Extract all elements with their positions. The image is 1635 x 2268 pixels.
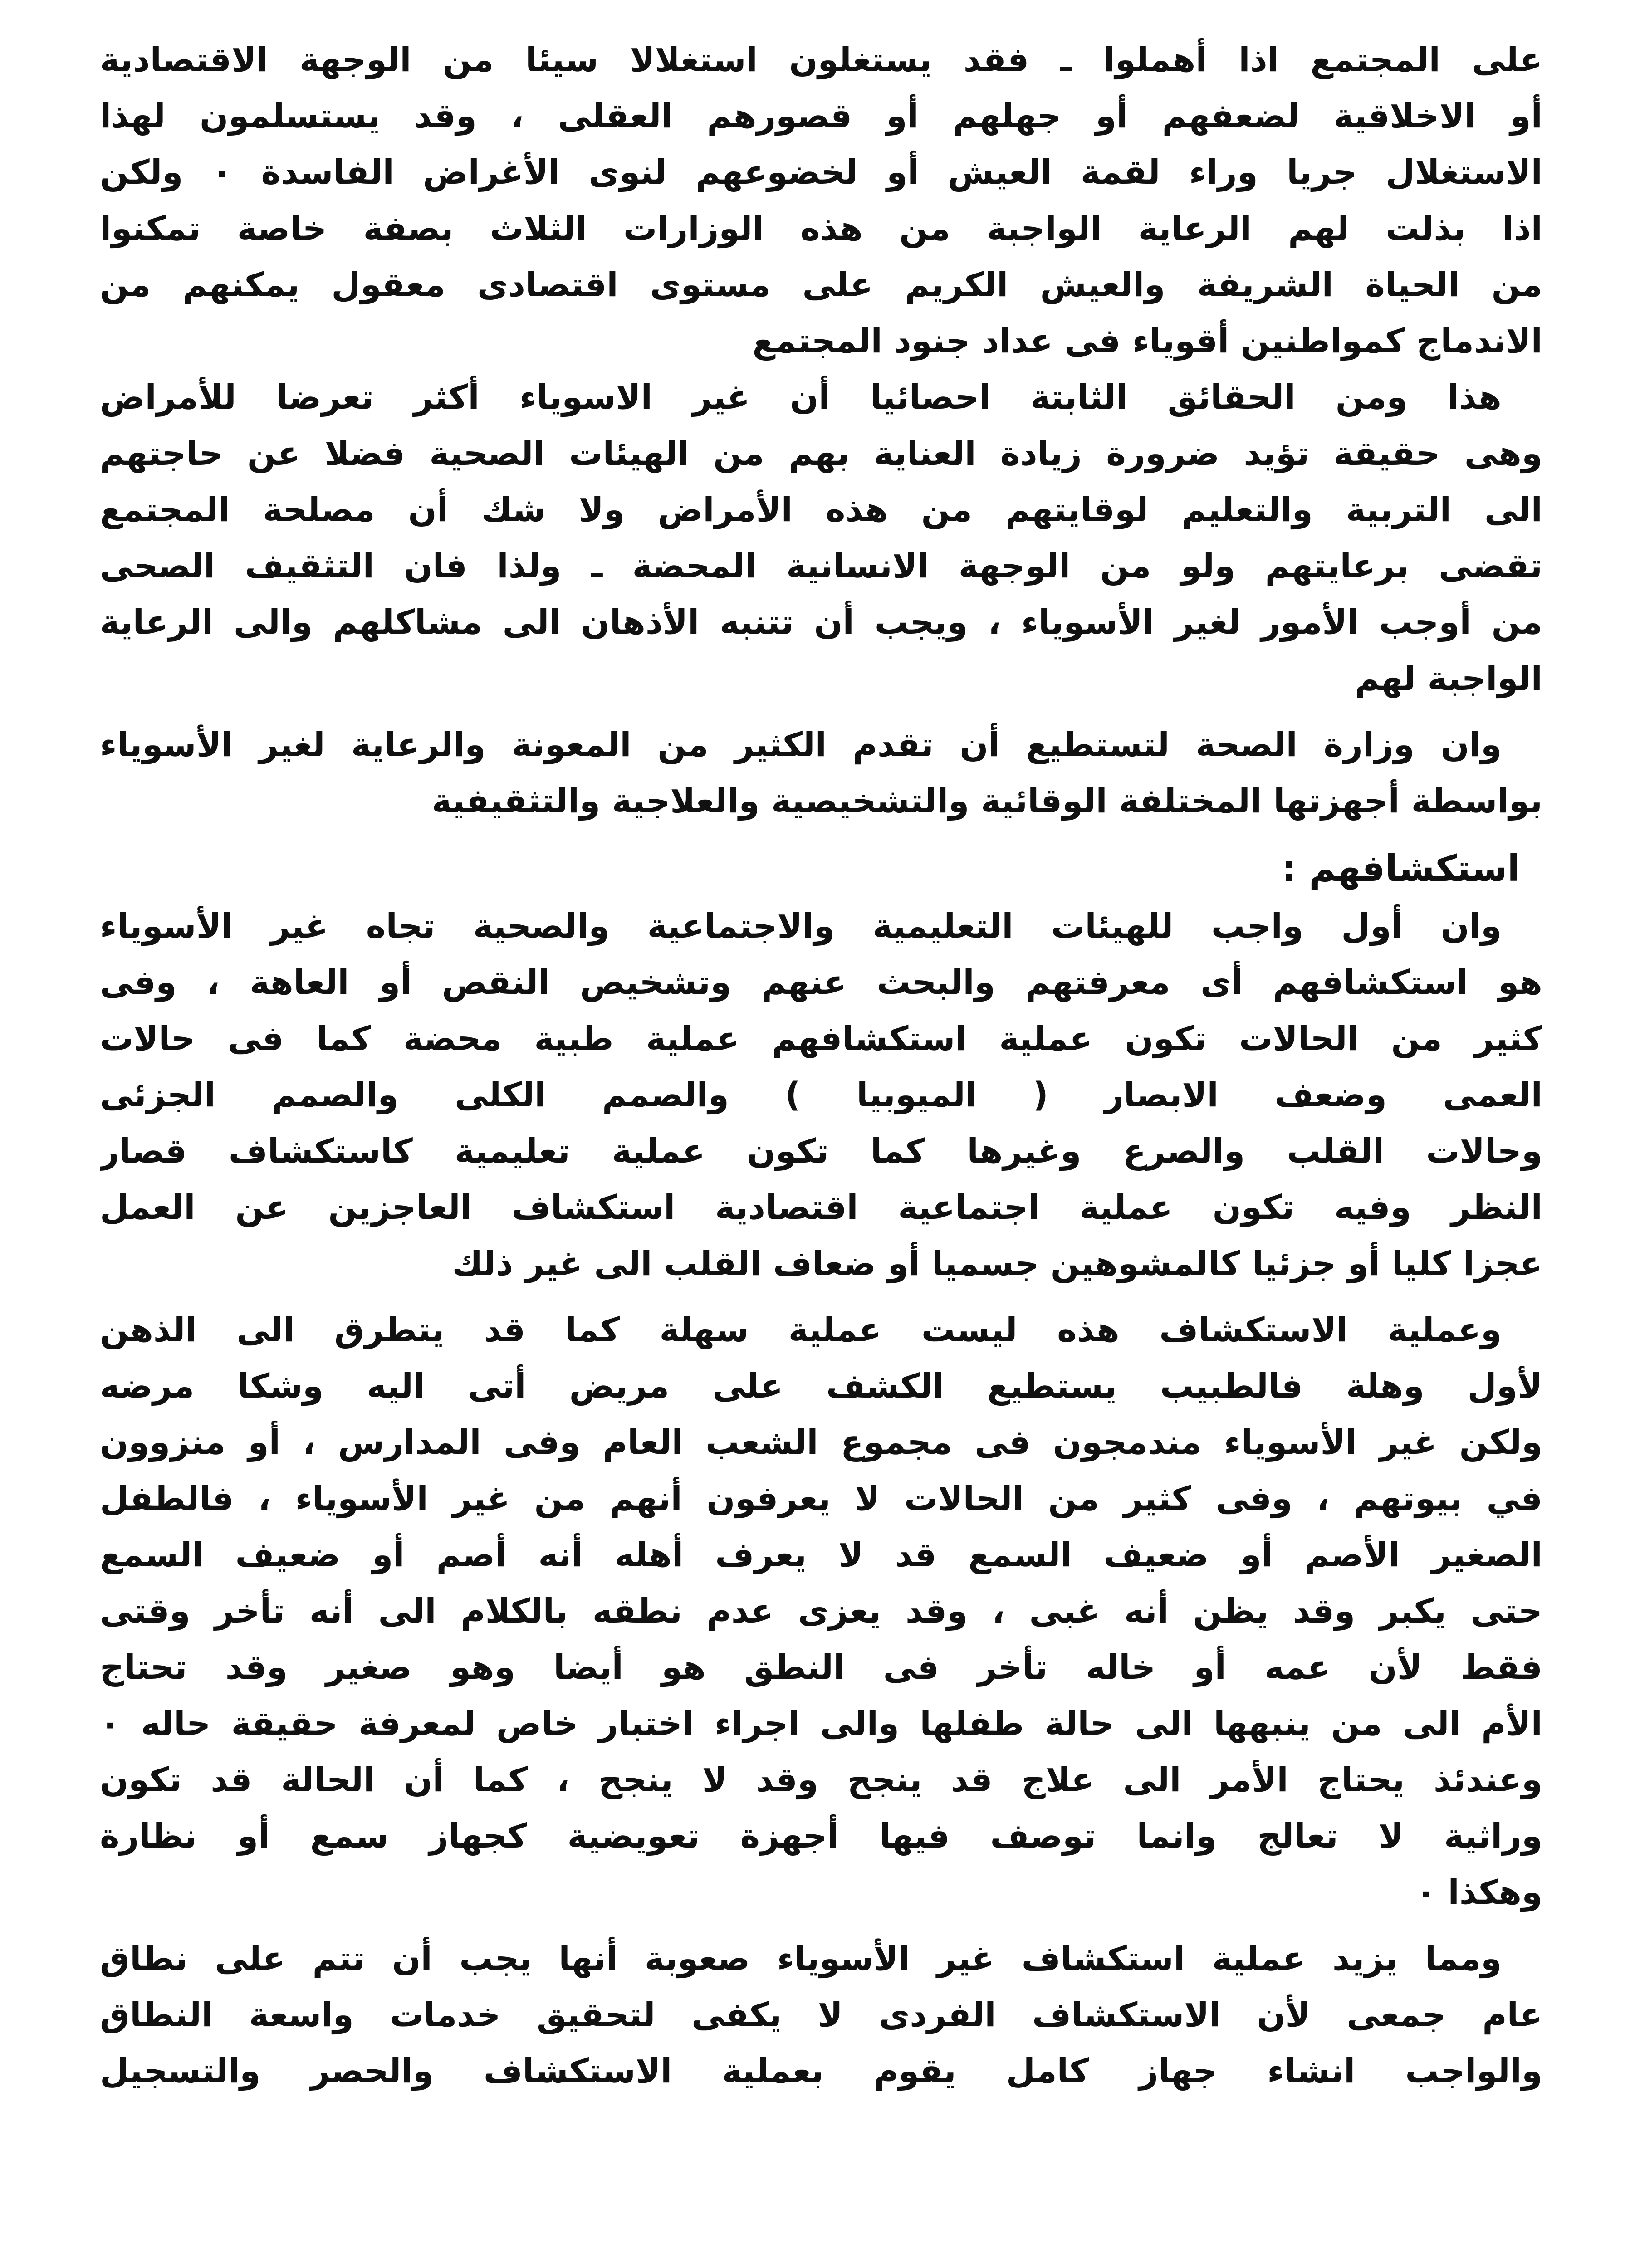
text-line: وحالات القلب والصرع وغيرها كما تكون عملية تعليمية كاستكشاف قصار [100, 1132, 1542, 1171]
text-line: اذا بذلت لهم الرعاية الواجبة من هذه الوزارات الثلاث بصفة خاصة تمكنوا [100, 209, 1542, 248]
text-line: النظر وفيه تكون عملية اجتماعية اقتصادية استكشاف العاجزين عن العمل [100, 1188, 1542, 1227]
text-line: وهى حقيقة تؤيد ضرورة زيادة العناية بهم من الهيئات الصحية فضلا عن حاجتهم [100, 434, 1542, 473]
text-line: الى التربية والتعليم لوقايتهم من هذه الأمراض ولا شك أن مصلحة المجتمع [100, 490, 1542, 529]
text-line: أو الاخلاقية لضعفهم أو جهلهم أو قصورهم العقلى ، وقد يستسلمون لهذا [100, 97, 1542, 136]
text-line: عام جمعى لأن الاستكشاف الفردى لا يكفى لتحقيق خدمات واسعة النطاق [100, 1995, 1542, 2034]
text-line: في بيوتهم ، وفى كثير من الحالات لا يعرفون أنهم من غير الأسوياء ، فالطفل [100, 1479, 1542, 1518]
section-heading: استكشافهم : [1282, 847, 1520, 890]
text-line: لأول وهلة فالطبيب يستطيع الكشف على مريض أتى اليه وشكا مرضه [100, 1367, 1542, 1406]
text-line: فقط لأن عمه أو خاله تأخر فى النطق هو أيضا وهو صغير وقد تحتاج [100, 1648, 1542, 1687]
text-line: ومما يزيد عملية استكشاف غير الأسوياء صعوبة أنها يجب أن تتم على نطاق [100, 1939, 1502, 1978]
paragraph-5 [100, 1302, 1542, 1921]
page-body [100, 32, 1542, 2099]
text-line: وراثية لا تعالج وانما توصف فيها أجهزة تعويضية كجهاز سمع أو نظارة [100, 1817, 1542, 1856]
text-line: وان أول واجب للهيئات التعليمية والاجتماعية والصحية تجاه غير الأسوياء [100, 907, 1502, 946]
text-line: هو استكشافهم أى معرفتهم والبحث عنهم وتشخيص النقص أو العاهة ، وفى [100, 963, 1542, 1002]
text-line: هذا ومن الحقائق الثابتة احصائيا أن غير الاسوياء أكثر تعرضا للأمراض [100, 378, 1502, 417]
text-line: من الحياة الشريفة والعيش الكريم على مستوى اقتصادى معقول يمكنهم من [100, 265, 1542, 304]
text-line: الاستغلال جريا وراء لقمة العيش أو لخضوعهم لنوى الأغراض الفاسدة ٠ ولكن [100, 153, 1542, 192]
paragraph-4 [100, 898, 1542, 1292]
text-line: وعملية الاستكشاف هذه ليست عملية سهلة كما قد يتطرق الى الذهن [100, 1310, 1502, 1349]
paragraph-1 [100, 32, 1542, 369]
text-line: وان وزارة الصحة لتستطيع أن تقدم الكثير من المعونة والرعاية لغير الأسوياء [100, 725, 1502, 764]
text-line: والواجب انشاء جهاز كامل يقوم بعملية الاستكشاف والحصر والتسجيل [100, 2052, 1542, 2091]
text-line: على المجتمع اذا أهملوا ـ فقد يستغلون استغلالا سيئا من الوجهة الاقتصادية [100, 40, 1542, 79]
text-line: حتى يكبر وقد يظن أنه غبى ، وقد يعزى عدم نطقه بالكلام الى أنه تأخر وقتى [100, 1592, 1542, 1631]
text-line: الأم الى من ينبهها الى حالة طفلها والى اجراء اختبار خاص لمعرفة حقيقة حاله ٠ [100, 1704, 1542, 1743]
paragraph-2 [100, 369, 1542, 707]
text-line: الاندماج كمواطنين أقوياء فى عداد جنود المجتمع [752, 322, 1542, 361]
text-line: العمى وضعف الابصار ( الميوبيا ) والصمم الكلى والصمم الجزئى [100, 1075, 1542, 1114]
text-line: الواجبة لهم [1355, 659, 1542, 698]
text-line: ولكن غير الأسوياء مندمجون فى مجموع الشعب العام وفى المدارس ، أو منزوون [100, 1423, 1542, 1462]
text-line: وهكذا ٠ [1415, 1873, 1542, 1912]
paragraph-6 [100, 1931, 1542, 2099]
text-line: كثير من الحالات تكون عملية استكشافهم عملية طبية محضة كما فى حالات [100, 1019, 1542, 1058]
text-line: بواسطة أجهزتها المختلفة الوقائية والتشخيصية والعلاجية والتثقيفية [431, 782, 1542, 821]
text-line: تقضى برعايتهم ولو من الوجهة الانسانية المحضة ـ ولذا فان التثقيف الصحى [100, 547, 1542, 586]
paragraph-3 [100, 717, 1542, 829]
text-line: عجزا كليا أو جزئيا كالمشوهين جسميا أو ضعاف القلب الى غير ذلك [452, 1244, 1542, 1283]
text-line: الصغير الأصم أو ضعيف السمع قد لا يعرف أهله أنه أصم أو ضعيف السمع [100, 1535, 1542, 1574]
text-line: من أوجب الأمور لغير الأسوياء ، ويجب أن تتنبه الأذهان الى مشاكلهم والى الرعاية [100, 603, 1542, 642]
text-line: وعندئذ يحتاج الأمر الى علاج قد ينجح وقد لا ينجح ، كما أن الحالة قد تكون [100, 1760, 1542, 1799]
